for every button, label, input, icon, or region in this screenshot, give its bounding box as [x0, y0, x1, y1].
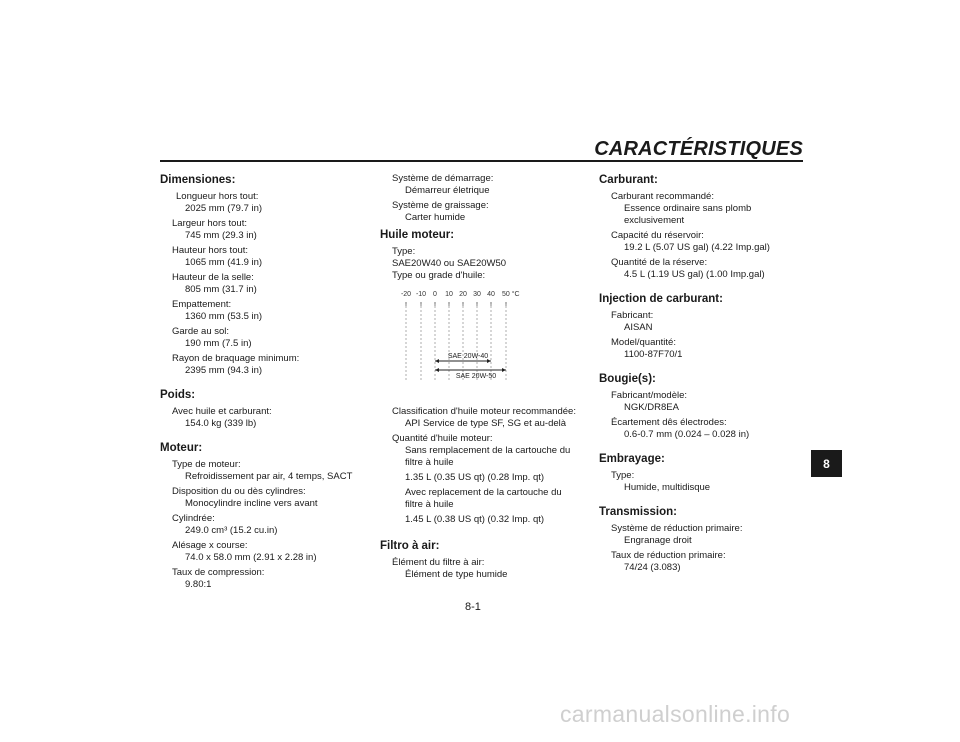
- spec-label: Élément du filtre à air:: [392, 557, 485, 568]
- spec-value: 2395 mm (94.3 in): [185, 365, 263, 376]
- spec-label: Garde au sol:: [172, 326, 230, 337]
- section-heading-huile: Huile moteur:: [380, 229, 455, 241]
- spec-value: NGK/DR8EA: [624, 402, 679, 413]
- band-label: SAE 20W-40: [447, 353, 489, 360]
- spec-label: Hauteur de la selle:: [172, 272, 254, 283]
- spec-value: 745 mm (29.3 in): [185, 230, 257, 241]
- spec-value: exclusivement: [624, 215, 685, 226]
- spec-value: 1.45 L (0.38 US qt) (0.32 Imp. qt): [405, 514, 545, 525]
- spec-value: 1.35 L (0.35 US qt) (0.28 Imp. qt): [405, 472, 545, 483]
- spec-label: Hauteur hors tout:: [172, 245, 249, 256]
- section-heading-dimensions: Dimensiones:: [160, 174, 236, 186]
- spec-value: 74.0 x 58.0 mm (2.91 x 2.28 in): [185, 552, 317, 563]
- spec-value: 249.0 cm³ (15.2 cu.in): [185, 525, 278, 536]
- tick-marks: [406, 302, 506, 306]
- grid-lines: [406, 302, 506, 380]
- section-heading-transmission: Transmission:: [599, 506, 677, 518]
- spec-label: Alésage x course:: [172, 540, 248, 551]
- column-middle-lower: [380, 406, 595, 581]
- spec-label: Avec huile et carburant:: [172, 406, 272, 417]
- tick-label: 10: [445, 291, 453, 298]
- band-label: SAE 20W-50: [455, 373, 497, 380]
- section-heading-carburant: Carburant:: [599, 174, 658, 186]
- spec-label: Fabricant:: [611, 310, 654, 321]
- spec-value: Sans remplacement de la cartouche du: [405, 445, 571, 456]
- spec-value: Carter humide: [405, 212, 466, 223]
- spec-label: Type:: [392, 246, 416, 257]
- spec-value: 4.5 L (1.19 US gal) (1.00 Imp.gal): [624, 269, 765, 280]
- spec-value: AISAN: [624, 322, 653, 333]
- spec-label: Disposition du ou dès cylindres:: [172, 486, 306, 497]
- spec-value: API Service de type SF, SG et au-delà: [405, 418, 567, 429]
- section-heading-injection: Injection de carburant:: [599, 293, 723, 305]
- tick-label: 50 °C: [502, 291, 520, 298]
- spec-value: Engranage droit: [624, 535, 692, 546]
- page-title: CARACTÉRISTIQUES: [594, 138, 803, 160]
- column-right: [599, 173, 809, 574]
- spec-label: Type de moteur:: [172, 459, 241, 470]
- spec-value: 190 mm (7.5 in): [185, 338, 252, 349]
- section-heading-moteur: Moteur:: [160, 442, 203, 454]
- spec-label: Model/quantité:: [611, 337, 676, 348]
- spec-label: Fabricant/modèle:: [611, 390, 688, 401]
- spec-value: 19.2 L (5.07 US gal) (4.22 Imp.gal): [624, 242, 770, 253]
- section-heading-poids: Poids:: [160, 389, 196, 401]
- tick-label: -20: [400, 291, 412, 298]
- spec-value: 1360 mm (53.5 in): [185, 311, 263, 322]
- spec-label: Quantité d'huile moteur:: [392, 433, 493, 444]
- spec-label: Système de réduction primaire:: [611, 523, 743, 534]
- spec-value: Avec replacement de la cartouche du: [405, 487, 562, 498]
- tick-label: 20: [459, 291, 467, 298]
- page-number: 8-1: [465, 601, 481, 613]
- watermark: carmanualsonline.info: [560, 701, 791, 727]
- spec-value: Humide, multidisque: [624, 482, 711, 493]
- spec-label: Écartement dês électrodes:: [611, 417, 727, 428]
- tick-label: 0: [433, 291, 437, 298]
- tick-label: 30: [473, 291, 481, 298]
- title-rule: [160, 160, 803, 162]
- spec-label: Empattement:: [172, 299, 232, 310]
- spec-label: Type ou grade d'huile:: [392, 270, 486, 281]
- spec-label: Système de graissage:: [392, 200, 489, 211]
- tick-label: -10: [415, 291, 427, 298]
- temperature-ticks: [401, 290, 520, 298]
- column-left: [160, 173, 375, 591]
- spec-value: 74/24 (3.083): [624, 562, 681, 573]
- spec-value: 2025 mm (79.7 in): [185, 203, 263, 214]
- section-heading-bougie: Bougie(s):: [599, 373, 656, 385]
- spec-label: Capacité du réservoir:: [611, 230, 704, 241]
- spec-value: Élément de type humide: [405, 569, 508, 580]
- tick-label: 40: [487, 291, 495, 298]
- oil-viscosity-chart: [384, 280, 534, 388]
- spec-value: filtre à huile: [405, 457, 454, 468]
- chapter-tab[interactable]: 8: [811, 450, 842, 477]
- spec-value: 154.0 kg (339 lb): [185, 418, 257, 429]
- spec-value: 0.6-0.7 mm (0.024 – 0.028 in): [624, 429, 750, 440]
- band-sae-20w40: [435, 353, 491, 363]
- spec-label: Taux de réduction primaire:: [611, 550, 726, 561]
- spec-label: Rayon de braquage minimum:: [172, 353, 300, 364]
- spec-label: Système de démarrage:: [392, 173, 494, 184]
- section-heading-filtro: Filtro à air:: [380, 540, 440, 552]
- spec-value: 1100-87F70/1: [624, 349, 683, 360]
- spec-value: filtre à huile: [405, 499, 454, 510]
- spec-label: Largeur hors tout:: [172, 218, 247, 229]
- spec-label: Type:: [611, 470, 635, 481]
- spec-label: Cylindrée:: [172, 513, 215, 524]
- spec-value: Monocylindre incline vers avant: [185, 498, 318, 509]
- spec-label: Carburant recommandé:: [611, 191, 714, 202]
- spec-value: SAE20W40 ou SAE20W50: [392, 258, 507, 269]
- spec-label: Taux de compression:: [172, 567, 265, 578]
- spec-value: Essence ordinaire sans plomb: [624, 203, 752, 214]
- band-sae-20w50: [435, 368, 506, 380]
- spec-label: Longueur hors tout:: [176, 191, 259, 202]
- spec-label: Quantité de la réserve:: [611, 257, 708, 268]
- spec-label: Classification d'huile moteur recommandée:: [392, 406, 576, 417]
- spec-value: 9.80:1: [185, 579, 212, 590]
- spec-value: Refroidissement par air, 4 temps, SACT: [185, 471, 353, 482]
- section-heading-embrayage: Embrayage:: [599, 453, 665, 465]
- column-middle: [380, 173, 595, 282]
- spec-value: 805 mm (31.7 in): [185, 284, 257, 295]
- spec-value: Démarreur életrique: [405, 185, 490, 196]
- spec-value: 1065 mm (41.9 in): [185, 257, 263, 268]
